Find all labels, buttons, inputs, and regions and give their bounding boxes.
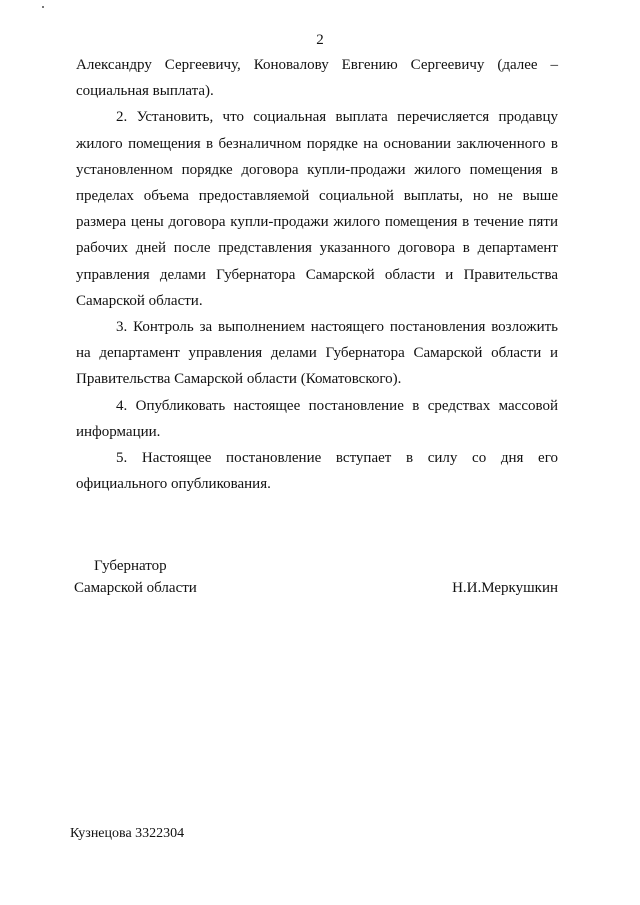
signatory-title: Губернатор: [94, 558, 167, 574]
executor-contact: Кузнецова 3322304: [70, 826, 185, 841]
page-number: 2: [316, 32, 324, 48]
paragraph-4: 4. Опубликовать настоящее постановление в средствах массовой информации.: [76, 397, 558, 440]
paragraph-1-continuation: Александру Сергеевичу, Коновалову Евгению Сергеевичу (далее – социальная выплата).: [76, 57, 558, 100]
scan-artifact: [42, 6, 44, 8]
document-body: [76, 52, 558, 497]
signatory-region: Самарской области: [74, 580, 197, 596]
signatory-name: Н.И.Меркушкин: [452, 580, 558, 596]
paragraph-2: 2. Установить, что социальная выплата перечисляется продавцу жилого помещения в безналичном порядке на основании заключенного в установленном порядке договора купли-продажи жилого помещения в пределах объема предоставляемой социальной выплаты, но не выше размера цены договора купли-продажи жилого помещения в течение пяти рабочих дней после представления указанного договора в департамент управления делами Губернатора Самарской области и Правительства Самарской области.: [76, 109, 558, 309]
paragraph-5-line-1: 5. Настоящее постановление вступает в силу со дня его: [116, 450, 558, 467]
paragraph-5-line-2: официального опубликования.: [76, 476, 271, 493]
signature-block: [74, 555, 558, 599]
paragraph-3: 3. Контроль за выполнением настоящего постановления возложить на департамент управления делами Губернатора Самарской области и Правительства Самарской области (Коматовского).: [76, 319, 558, 388]
